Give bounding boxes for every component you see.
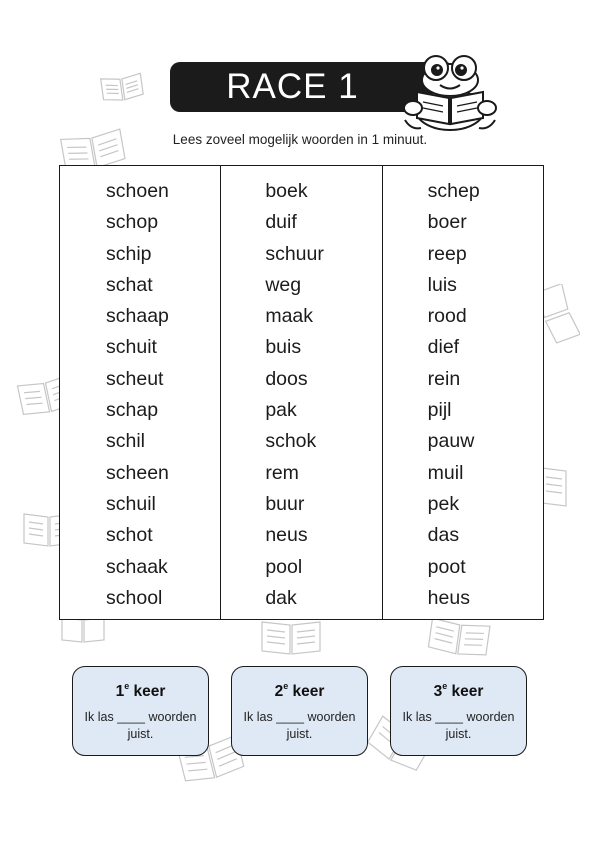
word-item: schop — [106, 211, 159, 234]
word-item: heus — [427, 586, 470, 609]
word-item: schok — [265, 430, 317, 453]
word-item: schuil — [106, 492, 156, 515]
page-title: RACE 1 — [226, 67, 359, 106]
word-item: schaap — [106, 305, 169, 328]
word-item: scheen — [106, 461, 169, 484]
word-item: pek — [427, 492, 460, 515]
word-item: reep — [427, 242, 467, 265]
attempt-title: 3e keer — [433, 681, 484, 700]
attempt-box-1 — [72, 666, 209, 756]
attempt-title: 1e keer — [115, 681, 166, 700]
word-item: maak — [265, 305, 314, 328]
attempt-box-2 — [231, 666, 368, 756]
attempt-score-text: Ik las ____ woorden juist. — [402, 710, 515, 741]
word-item: pak — [265, 399, 297, 422]
word-item: pijl — [427, 399, 452, 422]
word-item: rem — [265, 461, 299, 484]
word-item: schot — [106, 524, 153, 547]
instruction-text: Lees zoveel mogelijk woorden in 1 minuut. — [172, 132, 428, 147]
word-item: schaak — [106, 555, 168, 578]
word-item: dief — [427, 336, 460, 359]
open-book-icon — [258, 618, 324, 658]
word-item: schil — [106, 430, 146, 453]
word-item: schuur — [265, 242, 324, 265]
word-item: schoen — [106, 180, 169, 202]
attempt-score-text: Ik las ____ woorden juist. — [243, 710, 356, 741]
word-item: schap — [106, 399, 159, 422]
word-item: school — [106, 586, 163, 609]
word-item: muil — [427, 461, 464, 484]
open-book-icon — [98, 70, 146, 104]
word-item: rood — [427, 305, 467, 328]
open-book-icon — [540, 284, 580, 344]
word-item: dak — [265, 586, 297, 609]
attempt-box-3 — [390, 666, 527, 756]
word-item: buur — [265, 492, 305, 515]
word-item: boek — [265, 180, 308, 202]
word-column-2 — [220, 166, 381, 619]
word-column-3 — [382, 166, 543, 619]
word-item: rein — [427, 367, 461, 390]
word-item: schip — [106, 242, 152, 265]
word-item: pool — [265, 555, 303, 578]
attempt-title: 2e keer — [274, 681, 325, 700]
word-column-1 — [60, 166, 220, 619]
open-book-icon — [58, 616, 108, 646]
word-item: weg — [265, 273, 302, 296]
word-item: schep — [427, 180, 480, 202]
word-item: schuit — [106, 336, 157, 359]
word-item: schat — [106, 273, 153, 296]
word-item: boer — [427, 211, 467, 234]
word-item: luis — [427, 273, 457, 296]
word-item: buis — [265, 336, 302, 359]
open-book-icon — [540, 462, 570, 514]
word-table — [59, 165, 544, 620]
word-item: pauw — [427, 430, 475, 453]
word-item: doos — [265, 367, 308, 390]
open-book-icon — [426, 616, 492, 660]
frog-reading-icon — [395, 50, 505, 132]
word-item: scheut — [106, 367, 164, 390]
word-item: neus — [265, 524, 308, 547]
word-item: poot — [427, 555, 466, 578]
attempt-score-text: Ik las ____ woorden juist. — [84, 710, 197, 741]
word-item: das — [427, 524, 460, 547]
word-item: duif — [265, 211, 297, 234]
